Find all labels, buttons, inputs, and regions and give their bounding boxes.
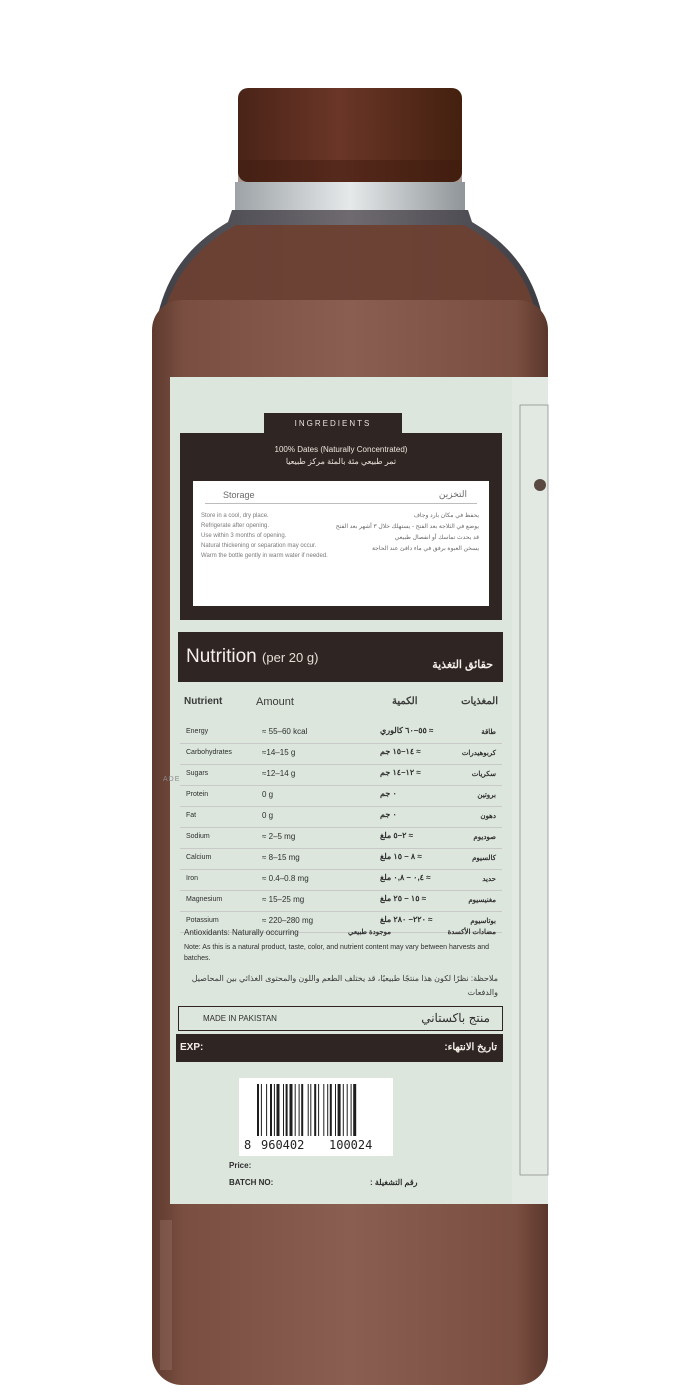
storage-line-en: Natural thickening or separation may occur. bbox=[201, 543, 317, 549]
nutrition-serving: (per 20 g) bbox=[262, 650, 319, 665]
expiry-label-ar: تاريخ الانتهاء: bbox=[444, 1042, 497, 1053]
barcode-bar bbox=[338, 1084, 341, 1136]
barcode-bar bbox=[301, 1084, 303, 1136]
nutrient-amount: ≈ 2–5 mg bbox=[262, 832, 296, 841]
barcode-bar bbox=[290, 1084, 293, 1136]
nutrient-name: Protein bbox=[186, 791, 209, 798]
nutrient-name: Sodium bbox=[186, 833, 210, 840]
nutrient-name: Iron bbox=[186, 875, 199, 882]
nutrient-amount-ar: ٠ جم bbox=[380, 789, 397, 798]
nutrient-name-ar: دهون bbox=[480, 813, 496, 820]
barcode-group-2: 100024 bbox=[329, 1138, 373, 1152]
ingredients-text-ar: تمر طبيعي مئة بالمئة مركز طبيعيا bbox=[285, 457, 397, 466]
neck-ring bbox=[235, 182, 465, 212]
barcode-bar bbox=[299, 1084, 300, 1136]
expiry-label-en: EXP: bbox=[180, 1042, 204, 1053]
nutrient-name-ar: مغنيسيوم bbox=[468, 897, 496, 904]
storage-line-ar: يسخن العبوة برفق في ماء دافئ عند الحاجة bbox=[371, 546, 479, 552]
side-text: ADE bbox=[163, 776, 181, 783]
nutrition-header bbox=[178, 632, 503, 682]
price-label: Price: bbox=[229, 1161, 252, 1170]
nutrient-amount: ≈ 8–15 mg bbox=[262, 853, 300, 862]
table-row bbox=[180, 869, 502, 891]
barcode-bar bbox=[310, 1084, 311, 1136]
barcode-digit: 8 bbox=[244, 1138, 252, 1152]
barcode-bar bbox=[314, 1084, 316, 1136]
barcode-bar bbox=[274, 1084, 275, 1136]
storage-card bbox=[193, 481, 489, 606]
col-header-nutrient: Nutrient bbox=[184, 696, 223, 707]
nutrient-name: Magnesium bbox=[186, 896, 223, 903]
storage-line-ar: قد يحدث تماسك أو انفصال طبيعي bbox=[394, 535, 479, 541]
ingredients-heading: INGREDIENTS bbox=[264, 413, 402, 435]
storage-title-en: Storage bbox=[223, 490, 255, 500]
nutrient-amount-ar: ≈ ١٢–١٤ جم bbox=[380, 768, 421, 777]
nutrient-amount-ar: ≈ ١٤–١٥ جم bbox=[380, 747, 421, 756]
nutrient-name-ar: كالسيوم bbox=[472, 855, 496, 862]
side-cup-icon bbox=[534, 479, 546, 491]
col-header-amount-ar: الكمية bbox=[392, 696, 418, 707]
nutrient-name-ar: كربوهيدرات bbox=[461, 750, 496, 757]
nutrition-title bbox=[186, 646, 318, 668]
antioxidants-row bbox=[180, 927, 502, 941]
storage-divider bbox=[205, 503, 477, 504]
barcode-bar bbox=[330, 1084, 332, 1136]
made-in-ar: منتج باكستاني bbox=[421, 1011, 490, 1025]
nutrient-amount: 0 g bbox=[262, 790, 274, 799]
table-row bbox=[180, 764, 502, 786]
nutrient-name-ar: حديد bbox=[482, 876, 496, 883]
barcode-bar bbox=[283, 1084, 284, 1136]
storage-line-en: Use within 3 months of opening. bbox=[201, 533, 287, 539]
nutrient-amount: ≈12–14 g bbox=[262, 769, 296, 778]
nutrient-name-ar: طاقة bbox=[481, 729, 496, 736]
ingredients-panel bbox=[180, 419, 502, 620]
table-row bbox=[180, 722, 502, 744]
note-en: Note: As this is a natural product, taste, color, and nutrient content may vary between harvests and batches. bbox=[184, 944, 490, 962]
bottle-neck bbox=[235, 182, 465, 212]
antioxidants-en: Antioxidants: Naturally occurring bbox=[184, 928, 299, 937]
storage-title-ar: التخزين bbox=[438, 489, 467, 499]
barcode-group-1: 960402 bbox=[261, 1138, 305, 1152]
nutrition-title-text: Nutrition bbox=[186, 646, 257, 667]
nutrient-name: Energy bbox=[186, 728, 209, 735]
storage-line-ar: يحفظ في مكان بارد وجاف bbox=[413, 513, 479, 519]
storage-line-en: Refrigerate after opening. bbox=[201, 523, 270, 529]
barcode-bar bbox=[347, 1084, 348, 1136]
nutrient-name-ar: بروتين bbox=[477, 792, 496, 799]
barcode-bar bbox=[343, 1084, 344, 1136]
nutrient-name: Sugars bbox=[186, 770, 209, 777]
bottle-cap bbox=[238, 88, 462, 182]
barcode-bar bbox=[318, 1084, 319, 1136]
expiry-bar bbox=[176, 1034, 503, 1062]
nutrient-amount-ar: ≈ ٢–٥ ملغ bbox=[380, 831, 414, 840]
barcode-bar bbox=[261, 1084, 262, 1136]
antioxidants-ar-name: مضادات الأكسدة bbox=[447, 929, 496, 936]
barcode bbox=[239, 1078, 393, 1156]
nutrient-amount: 0 g bbox=[262, 811, 274, 820]
table-row bbox=[180, 890, 502, 912]
note-ar: ملاحظة: نظرًا لكون هذا منتجًا طبيعيًا، قد يختلف الطعم واللون والمحتوى الغذائي بين المحاصيل والدفعات bbox=[191, 974, 498, 997]
table-row bbox=[180, 848, 502, 870]
nutrient-name: Calcium bbox=[186, 854, 212, 861]
origin-box bbox=[178, 1006, 503, 1031]
barcode-bar bbox=[335, 1084, 336, 1136]
storage-list-ar bbox=[329, 511, 479, 555]
nutrient-name-ar: بوتاسيوم bbox=[470, 918, 496, 925]
nutrient-amount: ≈ 15–25 mg bbox=[262, 895, 305, 904]
nutrient-name-ar: صوديوم bbox=[473, 834, 496, 841]
made-in-en: MADE IN PAKISTAN bbox=[203, 1014, 277, 1023]
barcode-bar bbox=[257, 1084, 259, 1136]
barcode-bar bbox=[327, 1084, 328, 1136]
nutrition-title-ar: حقائق التغذية bbox=[432, 659, 493, 671]
barcode-bar bbox=[277, 1084, 280, 1136]
barcode-bar bbox=[266, 1084, 267, 1136]
barcode-bar bbox=[353, 1084, 356, 1136]
table-row bbox=[180, 827, 502, 849]
storage-line-ar: يوضع في الثلاجة بعد الفتح - يستهلك خلال ٣ أشهر بعد الفتح bbox=[335, 524, 479, 530]
nutrient-name: Fat bbox=[186, 812, 197, 819]
nutrient-amount-ar: ≈ ٥٥–٦٠ كالوري bbox=[380, 726, 434, 735]
storage-line-en: Store in a cool, dry place. bbox=[201, 513, 269, 519]
barcode-bar bbox=[286, 1084, 288, 1136]
nutrient-amount-ar: ≈ ١٥ – ٢٥ ملغ bbox=[380, 894, 427, 903]
table-row bbox=[180, 743, 502, 765]
nutrient-amount: ≈ 0.4–0.8 mg bbox=[262, 874, 309, 883]
barcode-bar bbox=[351, 1084, 352, 1136]
col-header-amount: Amount bbox=[256, 696, 294, 708]
nutrient-amount-ar: ≈ ٠,٤ – ٠,٨ ملغ bbox=[380, 873, 431, 882]
nutrient-name: Carbohydrates bbox=[186, 749, 232, 756]
barcode-bar bbox=[270, 1084, 272, 1136]
cap-rim bbox=[238, 160, 462, 182]
barcode-bar bbox=[295, 1084, 296, 1136]
barcode-bars-icon bbox=[255, 1084, 387, 1136]
nutrient-amount: ≈ 55–60 kcal bbox=[262, 727, 308, 736]
storage-line-en: Warm the bottle gently in warm water if needed. bbox=[201, 553, 328, 559]
nutrient-amount-ar: ≈ ٨ – ١٥ ملغ bbox=[380, 852, 422, 861]
nutrient-amount: ≈ 220–280 mg bbox=[262, 916, 314, 925]
antioxidants-ar-value: موجودة طبيعي bbox=[348, 929, 392, 936]
col-header-nutrient-ar: المغذيات bbox=[461, 696, 498, 707]
batch-label-ar: رقم التشغيلة : bbox=[370, 1178, 418, 1187]
table-row bbox=[180, 806, 502, 828]
nutrient-name-ar: سكريات bbox=[471, 771, 496, 778]
batch-label-en: BATCH NO: bbox=[229, 1178, 274, 1187]
barcode-bar bbox=[308, 1084, 309, 1136]
side-label-bg bbox=[512, 377, 548, 1204]
nutrient-amount-ar: ≈ ٢٢٠– ٢٨٠ ملغ bbox=[380, 915, 433, 924]
nutrient-amount-ar: ٠ جم bbox=[380, 810, 397, 819]
nutrient-name: Potassium bbox=[186, 917, 219, 924]
ingredients-text-en: 100% Dates (Naturally Concentrated) bbox=[274, 445, 408, 454]
side-label bbox=[512, 377, 548, 1204]
barcode-bar bbox=[323, 1084, 324, 1136]
table-row bbox=[180, 785, 502, 807]
bottle-highlight bbox=[160, 1220, 172, 1370]
nutrient-amount: ≈14–15 g bbox=[262, 748, 296, 757]
